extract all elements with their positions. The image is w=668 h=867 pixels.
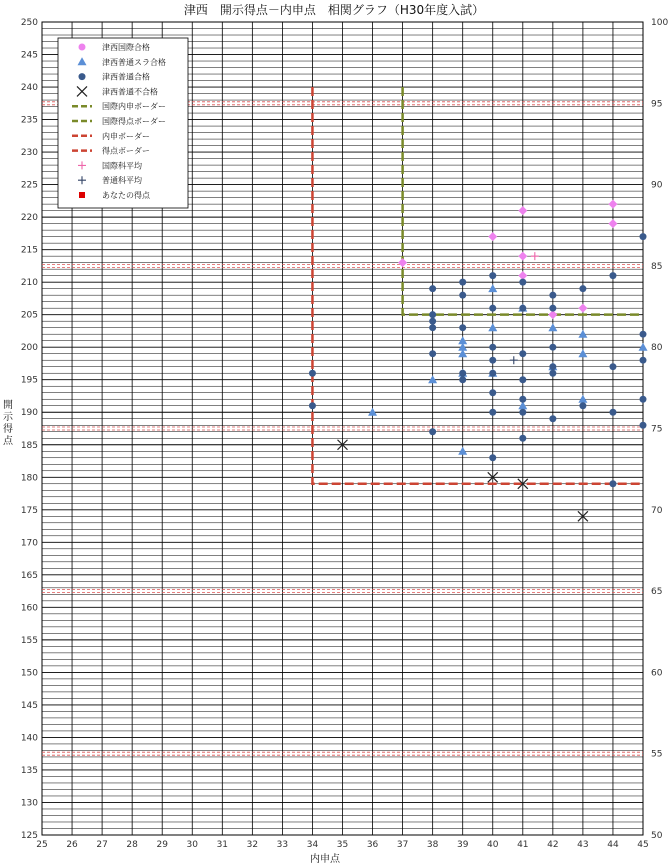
y-tick-label: 225 bbox=[20, 180, 38, 191]
x-tick-label: 32 bbox=[246, 840, 259, 850]
futsu-point bbox=[640, 422, 647, 429]
y2-tick-label: 90 bbox=[651, 180, 663, 191]
y-tick-label: 175 bbox=[20, 505, 38, 516]
x-tick-label: 28 bbox=[126, 840, 138, 850]
legend-label: 国際科平均 bbox=[102, 161, 142, 171]
legend-label: 津西普通不合格 bbox=[102, 87, 158, 97]
legend-marker bbox=[79, 73, 86, 80]
y-tick-label: 195 bbox=[20, 375, 38, 386]
y-tick-label: 135 bbox=[20, 765, 38, 776]
y-axis-label bbox=[3, 399, 14, 447]
futsu-point bbox=[429, 285, 436, 292]
y-tick-label: 200 bbox=[20, 343, 38, 354]
x-tick-label: 40 bbox=[487, 840, 499, 850]
legend-label: 内申ボーダー bbox=[102, 131, 150, 141]
legend bbox=[58, 38, 188, 208]
x-tick-label: 29 bbox=[156, 840, 168, 850]
futsu-point bbox=[519, 279, 526, 286]
x-tick-label: 27 bbox=[96, 840, 108, 850]
y2-tick-label: 100 bbox=[651, 18, 668, 28]
y-tick-label: 165 bbox=[20, 570, 38, 581]
legend-label: 国際得点ボーダー bbox=[102, 117, 166, 126]
y2-tick-label: 75 bbox=[651, 424, 663, 435]
futsu-point bbox=[429, 318, 436, 325]
y-axis-label-char: 点 bbox=[3, 436, 13, 447]
x-tick-label: 33 bbox=[276, 840, 289, 850]
legend-label: 普通科平均 bbox=[102, 176, 142, 186]
x-tick-label: 31 bbox=[216, 840, 229, 850]
legend-label: 得点ボーダー bbox=[102, 146, 150, 156]
futsu-point bbox=[549, 363, 556, 370]
futsu-point bbox=[519, 376, 526, 383]
futsu-point bbox=[309, 370, 316, 377]
y-tick-label: 145 bbox=[20, 700, 38, 711]
y-tick-label: 230 bbox=[20, 148, 38, 159]
futsu-point bbox=[489, 357, 496, 364]
x-tick-label: 30 bbox=[186, 840, 198, 850]
futsu-point bbox=[459, 324, 466, 331]
x-tick-label: 43 bbox=[577, 840, 589, 850]
y-tick-label: 210 bbox=[20, 278, 38, 289]
futsu-point bbox=[549, 344, 556, 351]
futsu-point bbox=[640, 233, 647, 240]
futsu-point bbox=[519, 409, 526, 416]
x-tick-label: 26 bbox=[66, 840, 78, 850]
futsu-point bbox=[519, 435, 526, 442]
y2-tick-label: 50 bbox=[651, 831, 663, 841]
legend-label: 国際内申ボーダー bbox=[102, 102, 166, 112]
futsu-point bbox=[640, 396, 647, 403]
x-tick-label: 42 bbox=[547, 840, 559, 850]
x-axis-label: 内申点 bbox=[310, 854, 340, 865]
futsu-point bbox=[519, 305, 526, 312]
legend-label: 津西普通合格 bbox=[102, 72, 150, 82]
x-tick-label: 41 bbox=[517, 840, 529, 850]
futsu-point bbox=[459, 376, 466, 383]
legend-label: あなたの得点 bbox=[102, 191, 150, 200]
y-tick-label: 130 bbox=[20, 798, 38, 809]
y-tick-label: 140 bbox=[20, 733, 38, 744]
y2-tick-label: 85 bbox=[651, 261, 663, 272]
futsu-point bbox=[309, 402, 316, 409]
futsu-point bbox=[549, 370, 556, 377]
futsu-point bbox=[459, 292, 466, 299]
futsu-point bbox=[609, 409, 616, 416]
futsu-point bbox=[579, 285, 586, 292]
y-tick-label: 245 bbox=[20, 50, 38, 61]
legend-label: 津西国際合格 bbox=[102, 43, 150, 52]
y-tick-label: 215 bbox=[20, 245, 38, 256]
y-axis-label-char: 示 bbox=[3, 412, 13, 423]
x-tick-label: 36 bbox=[366, 840, 379, 850]
y-tick-label: 185 bbox=[20, 440, 38, 451]
y2-tick-label: 65 bbox=[651, 587, 663, 598]
y-tick-label: 155 bbox=[20, 635, 38, 646]
futsu-point bbox=[519, 350, 526, 357]
y2-tick-label: 60 bbox=[651, 668, 663, 679]
futsu-point bbox=[609, 363, 616, 370]
futsu-point bbox=[609, 480, 616, 487]
x-tick-label: 39 bbox=[456, 840, 469, 850]
x-tick-label: 45 bbox=[637, 840, 649, 850]
futsu-point bbox=[489, 305, 496, 312]
legend-marker bbox=[79, 192, 85, 198]
y2-tick-label: 80 bbox=[651, 343, 663, 354]
futsu-point bbox=[549, 292, 556, 299]
y-tick-label: 170 bbox=[20, 538, 38, 549]
x-tick-label: 37 bbox=[396, 840, 409, 850]
futsu-point bbox=[489, 389, 496, 396]
futsu-point bbox=[489, 344, 496, 351]
futsu-point bbox=[429, 428, 436, 435]
y-tick-label: 180 bbox=[20, 473, 38, 484]
legend-marker bbox=[79, 44, 86, 51]
futsu-point bbox=[489, 370, 496, 377]
futsu-point bbox=[489, 272, 496, 279]
futsu-point bbox=[429, 324, 436, 331]
futsu-point bbox=[489, 409, 496, 416]
y-axis-label-char: 開 bbox=[3, 400, 13, 411]
x-tick-label: 34 bbox=[306, 840, 319, 850]
x-tick-label: 38 bbox=[426, 840, 439, 850]
futsu-point bbox=[549, 415, 556, 422]
y2-tick-label: 70 bbox=[651, 505, 663, 516]
y-tick-label: 160 bbox=[20, 603, 38, 614]
futsu-point bbox=[519, 396, 526, 403]
futsu-point bbox=[549, 305, 556, 312]
y-tick-label: 205 bbox=[20, 310, 38, 321]
chart-title: 津西 開示得点－内申点 相関グラフ（H30年度入試） bbox=[183, 3, 485, 17]
y-tick-label: 250 bbox=[20, 18, 38, 28]
futsu-point bbox=[640, 357, 647, 364]
legend-label: 津西普通スラ合格 bbox=[102, 57, 166, 67]
y-tick-label: 150 bbox=[20, 668, 38, 679]
futsu-point bbox=[429, 350, 436, 357]
futsu-point bbox=[459, 279, 466, 286]
x-tick-label: 44 bbox=[607, 840, 619, 850]
y-tick-label: 240 bbox=[20, 83, 38, 94]
futsu-point bbox=[489, 454, 496, 461]
x-tick-label: 35 bbox=[336, 840, 349, 850]
y2-tick-label: 55 bbox=[651, 749, 663, 760]
futsu-point bbox=[459, 370, 466, 377]
y2-tick-label: 95 bbox=[651, 99, 663, 110]
y-tick-label: 125 bbox=[20, 831, 38, 841]
x-tick-label: 25 bbox=[36, 840, 48, 850]
futsu-point bbox=[579, 402, 586, 409]
y-tick-label: 220 bbox=[20, 213, 38, 224]
futsu-point bbox=[640, 331, 647, 338]
y-tick-label: 190 bbox=[20, 408, 38, 419]
futsu-point bbox=[429, 311, 436, 318]
futsu-point bbox=[609, 272, 616, 279]
y-axis-label-char: 得 bbox=[3, 424, 13, 435]
y-tick-label: 235 bbox=[20, 115, 38, 126]
